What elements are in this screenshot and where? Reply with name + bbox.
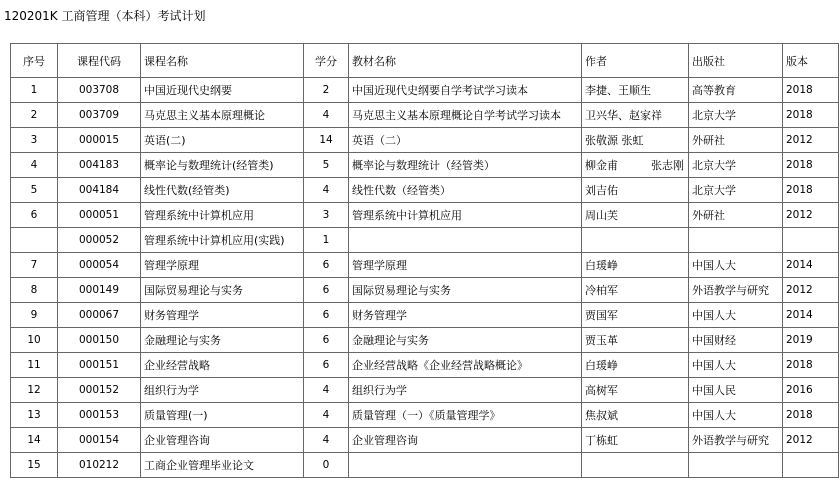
- cell-author: 张敬源 张虹: [582, 128, 689, 153]
- cell-course-code: 000154: [58, 428, 141, 453]
- cell-index: 7: [11, 253, 58, 278]
- column-header: 学分: [304, 44, 349, 78]
- cell-course-name: 组织行为学: [141, 378, 304, 403]
- cell-course-name: 国际贸易理论与实务: [141, 278, 304, 303]
- cell-publisher: 外语教学与研究: [689, 428, 783, 453]
- cell-course-code: 000015: [58, 128, 141, 153]
- cell-textbook: 线性代数（经管类）: [349, 178, 582, 203]
- cell-course-code: 000067: [58, 303, 141, 328]
- cell-author: 周山芙: [582, 203, 689, 228]
- cell-index: [11, 228, 58, 253]
- cell-index: 1: [11, 78, 58, 103]
- cell-author: 贾玉革: [582, 328, 689, 353]
- cell-author: [582, 453, 689, 478]
- cell-edition: 2019: [783, 328, 839, 353]
- cell-author: 卫兴华、赵家祥: [582, 103, 689, 128]
- cell-course-name: 质量管理(一): [141, 403, 304, 428]
- cell-textbook: 金融理论与实务: [349, 328, 582, 353]
- cell-index: 12: [11, 378, 58, 403]
- table-row: [11, 403, 839, 428]
- cell-course-code: 004183: [58, 153, 141, 178]
- cell-publisher: 北京大学: [689, 153, 783, 178]
- cell-publisher: 高等教育: [689, 78, 783, 103]
- cell-index: 13: [11, 403, 58, 428]
- cell-edition: [783, 453, 839, 478]
- cell-textbook: 管理系统中计算机应用: [349, 203, 582, 228]
- cell-course-code: 000150: [58, 328, 141, 353]
- cell-textbook: 国际贸易理论与实务: [349, 278, 582, 303]
- cell-publisher: 外语教学与研究: [689, 278, 783, 303]
- cell-publisher: 外研社: [689, 203, 783, 228]
- cell-edition: 2012: [783, 428, 839, 453]
- cell-textbook: 组织行为学: [349, 378, 582, 403]
- cell-course-code: 000151: [58, 353, 141, 378]
- table-row: [11, 453, 839, 478]
- cell-credit: 1: [304, 228, 349, 253]
- cell-credit: 2: [304, 78, 349, 103]
- table-header-row: [11, 44, 839, 78]
- cell-author: 刘吉佑: [582, 178, 689, 203]
- cell-index: 8: [11, 278, 58, 303]
- cell-course-code: 004184: [58, 178, 141, 203]
- table-row: [11, 153, 839, 178]
- table-row: [11, 303, 839, 328]
- cell-course-code: 000052: [58, 228, 141, 253]
- cell-edition: [783, 228, 839, 253]
- cell-credit: 0: [304, 453, 349, 478]
- cell-edition: 2018: [783, 353, 839, 378]
- cell-edition: 2018: [783, 153, 839, 178]
- table-row: [11, 103, 839, 128]
- column-header: 作者: [582, 44, 689, 78]
- cell-credit: 4: [304, 403, 349, 428]
- cell-course-name: 企业管理咨询: [141, 428, 304, 453]
- cell-index: 6: [11, 203, 58, 228]
- cell-edition: 2018: [783, 403, 839, 428]
- cell-author: [582, 228, 689, 253]
- cell-credit: 4: [304, 428, 349, 453]
- cell-publisher: 外研社: [689, 128, 783, 153]
- cell-index: 4: [11, 153, 58, 178]
- cell-publisher: [689, 453, 783, 478]
- cell-course-code: 000054: [58, 253, 141, 278]
- cell-edition: 2012: [783, 203, 839, 228]
- cell-course-code: 003708: [58, 78, 141, 103]
- column-header: 课程名称: [141, 44, 304, 78]
- cell-publisher: 中国财经: [689, 328, 783, 353]
- cell-textbook: 中国近现代史纲要自学考试学习读本: [349, 78, 582, 103]
- table-row: [11, 253, 839, 278]
- cell-edition: 2018: [783, 178, 839, 203]
- column-header: 版本: [783, 44, 839, 78]
- table-row: [11, 178, 839, 203]
- cell-publisher: 中国人大: [689, 303, 783, 328]
- cell-course-code: 000051: [58, 203, 141, 228]
- cell-publisher: [689, 228, 783, 253]
- cell-index: 15: [11, 453, 58, 478]
- cell-author: 白瑗峥: [582, 253, 689, 278]
- cell-credit: 4: [304, 103, 349, 128]
- table-row: [11, 378, 839, 403]
- column-header: 教材名称: [349, 44, 582, 78]
- cell-index: 14: [11, 428, 58, 453]
- cell-course-code: 000153: [58, 403, 141, 428]
- cell-course-name: 金融理论与实务: [141, 328, 304, 353]
- exam-plan-table: [10, 43, 839, 478]
- cell-course-name: 概率论与数理统计(经管类): [141, 153, 304, 178]
- cell-course-code: 003709: [58, 103, 141, 128]
- table-row: [11, 278, 839, 303]
- cell-edition: 2018: [783, 103, 839, 128]
- cell-course-name: 工商企业管理毕业论文: [141, 453, 304, 478]
- cell-credit: 6: [304, 353, 349, 378]
- cell-credit: 6: [304, 303, 349, 328]
- cell-credit: 3: [304, 203, 349, 228]
- cell-credit: 6: [304, 328, 349, 353]
- cell-textbook: 财务管理学: [349, 303, 582, 328]
- cell-publisher: 北京大学: [689, 178, 783, 203]
- table-row: [11, 203, 839, 228]
- cell-edition: 2018: [783, 78, 839, 103]
- cell-publisher: 北京大学: [689, 103, 783, 128]
- cell-course-name: 线性代数(经管类): [141, 178, 304, 203]
- cell-publisher: 中国人大: [689, 353, 783, 378]
- cell-textbook: 企业经营战略《企业经营战略概论》: [349, 353, 582, 378]
- cell-course-name: 管理系统中计算机应用: [141, 203, 304, 228]
- cell-index: 11: [11, 353, 58, 378]
- cell-course-name: 管理系统中计算机应用(实践): [141, 228, 304, 253]
- cell-textbook: [349, 453, 582, 478]
- table-row: [11, 328, 839, 353]
- cell-textbook: 企业管理咨询: [349, 428, 582, 453]
- column-header: 课程代码: [58, 44, 141, 78]
- cell-edition: 2014: [783, 253, 839, 278]
- cell-author: 高树军: [582, 378, 689, 403]
- column-header: 出版社: [689, 44, 783, 78]
- cell-index: 10: [11, 328, 58, 353]
- cell-author: 丁栋虹: [582, 428, 689, 453]
- table-row: [11, 128, 839, 153]
- cell-index: 3: [11, 128, 58, 153]
- table-row: [11, 353, 839, 378]
- cell-course-name: 企业经营战略: [141, 353, 304, 378]
- cell-author: 柳金甫 张志刚: [582, 153, 689, 178]
- cell-course-code: 010212: [58, 453, 141, 478]
- document-title: 120201K 工商管理（本科）考试计划: [4, 9, 206, 23]
- cell-publisher: 中国人民: [689, 378, 783, 403]
- cell-course-name: 中国近现代史纲要: [141, 78, 304, 103]
- cell-index: 2: [11, 103, 58, 128]
- cell-author: 李捷、王顺生: [582, 78, 689, 103]
- cell-course-code: 000149: [58, 278, 141, 303]
- cell-publisher: 中国人大: [689, 253, 783, 278]
- cell-textbook: 管理学原理: [349, 253, 582, 278]
- table-row: [11, 228, 839, 253]
- cell-textbook: 质量管理（一）《质量管理学》: [349, 403, 582, 428]
- cell-author: 白瑗峥: [582, 353, 689, 378]
- cell-textbook: 马克思主义基本原理概论自学考试学习读本: [349, 103, 582, 128]
- cell-course-code: 000152: [58, 378, 141, 403]
- cell-textbook: [349, 228, 582, 253]
- cell-course-name: 管理学原理: [141, 253, 304, 278]
- cell-credit: 4: [304, 178, 349, 203]
- cell-edition: 2012: [783, 278, 839, 303]
- cell-credit: 5: [304, 153, 349, 178]
- cell-credit: 6: [304, 278, 349, 303]
- cell-credit: 4: [304, 378, 349, 403]
- table-row: [11, 428, 839, 453]
- cell-index: 9: [11, 303, 58, 328]
- cell-edition: 2016: [783, 378, 839, 403]
- cell-author: 焦叔斌: [582, 403, 689, 428]
- cell-textbook: 英语（二）: [349, 128, 582, 153]
- cell-course-name: 英语(二): [141, 128, 304, 153]
- cell-edition: 2012: [783, 128, 839, 153]
- cell-author: 贾国军: [582, 303, 689, 328]
- cell-publisher: 中国人大: [689, 403, 783, 428]
- cell-course-name: 财务管理学: [141, 303, 304, 328]
- cell-index: 5: [11, 178, 58, 203]
- cell-credit: 6: [304, 253, 349, 278]
- column-header: 序号: [11, 44, 58, 78]
- cell-course-name: 马克思主义基本原理概论: [141, 103, 304, 128]
- cell-author: 冷柏军: [582, 278, 689, 303]
- cell-credit: 14: [304, 128, 349, 153]
- cell-edition: 2014: [783, 303, 839, 328]
- table-row: [11, 78, 839, 103]
- cell-textbook: 概率论与数理统计（经管类）: [349, 153, 582, 178]
